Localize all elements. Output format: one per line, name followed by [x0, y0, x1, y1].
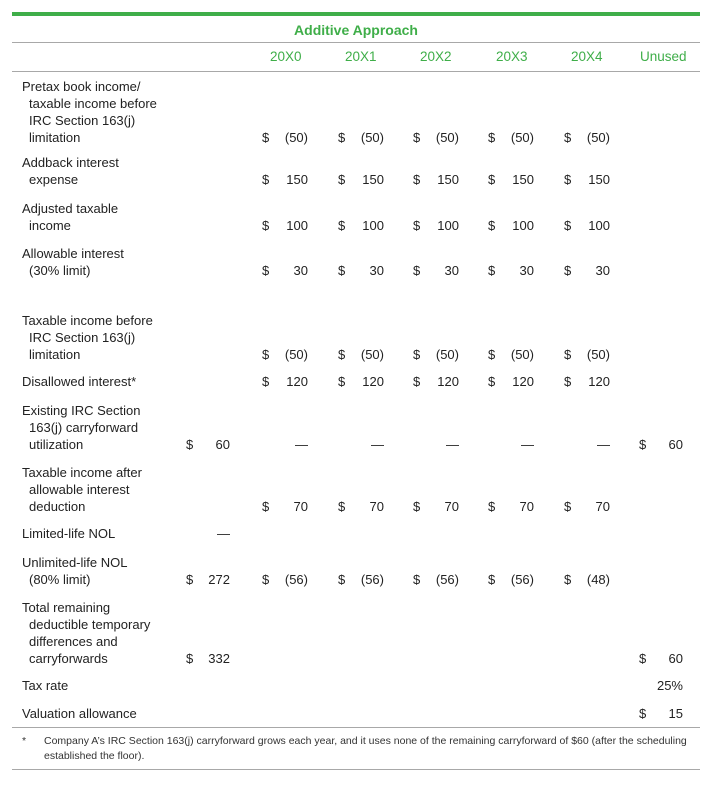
cell-y2: [413, 262, 459, 279]
row-label-line: IRC Section 163(j): [29, 113, 136, 128]
currency-sign: $: [639, 706, 647, 721]
currency-sign: $: [186, 437, 194, 452]
cell-y4: [564, 346, 610, 363]
currency-sign: $: [413, 374, 421, 389]
row-label-line: Adjusted taxable: [22, 201, 119, 216]
cell-y2: [413, 436, 459, 453]
cell-y3: [488, 373, 534, 390]
currency-sign: $: [186, 651, 194, 666]
currency-sign: $: [413, 347, 421, 362]
row-label-line: limitation: [29, 347, 81, 362]
cell-value: (50): [510, 130, 534, 145]
cell-value: 25%: [656, 678, 683, 693]
cell-value: (50): [360, 130, 384, 145]
cell-value: (56): [284, 572, 308, 587]
column-header-year-1: 20X1: [345, 49, 377, 64]
row-label-line: allowable interest: [29, 482, 130, 497]
cell-y0: [262, 498, 308, 515]
footnote-divider: [12, 727, 700, 728]
table-top-rule: [12, 12, 700, 16]
currency-sign: $: [262, 499, 270, 514]
row-label: [22, 154, 182, 188]
row-label-line: deductible temporary: [29, 617, 151, 632]
currency-sign: $: [262, 572, 270, 587]
row-label-line: expense: [29, 172, 79, 187]
currency-sign: $: [564, 572, 572, 587]
row-label-line: Total remaining: [22, 600, 111, 615]
cell-y3: [488, 217, 534, 234]
cell-value: 100: [362, 218, 384, 233]
cell-value: 70: [595, 499, 610, 514]
currency-sign: $: [338, 499, 346, 514]
row-label-line: limitation: [29, 130, 81, 145]
cell-y3: [488, 262, 534, 279]
cell-y0: [262, 262, 308, 279]
row-label-line: Valuation allowance: [22, 706, 137, 721]
row-label-line: Existing IRC Section: [22, 403, 141, 418]
cell-y3: [488, 129, 534, 146]
currency-sign: $: [338, 572, 346, 587]
cell-value: (48): [586, 572, 610, 587]
row-label: [22, 525, 182, 542]
cell-unused: [639, 705, 683, 722]
cell-value: (50): [360, 347, 384, 362]
currency-sign: $: [564, 130, 572, 145]
row-label: [22, 200, 182, 234]
cell-y0: [262, 571, 308, 588]
cell-y4: [564, 129, 610, 146]
cell-value: —: [521, 437, 534, 452]
currency-sign: $: [262, 130, 270, 145]
cell-y4: [564, 373, 610, 390]
currency-sign: $: [564, 347, 572, 362]
cell-value: (50): [510, 347, 534, 362]
row-label: [22, 677, 182, 694]
cell-y2: [413, 373, 459, 390]
currency-sign: $: [186, 572, 194, 587]
row-label-line: Taxable income after: [22, 465, 142, 480]
cell-y2: [413, 571, 459, 588]
currency-sign: $: [262, 347, 270, 362]
currency-sign: $: [413, 263, 421, 278]
cell-value: 70: [444, 499, 459, 514]
cell-value: 150: [286, 172, 308, 187]
cell-value: 30: [595, 263, 610, 278]
currency-sign: $: [338, 130, 346, 145]
cell-value: —: [597, 437, 610, 452]
cell-base: [186, 650, 230, 667]
row-label: [22, 245, 182, 279]
row-label-line: Addback interest: [22, 155, 119, 170]
cell-y4: [564, 571, 610, 588]
cell-y1: [338, 262, 384, 279]
cell-y1: [338, 498, 384, 515]
currency-sign: $: [413, 130, 421, 145]
row-label-line: (80% limit): [29, 572, 91, 587]
cell-y0: [262, 171, 308, 188]
row-label-line: IRC Section 163(j): [29, 330, 136, 345]
row-label-line: income: [29, 218, 71, 233]
cell-value: 120: [512, 374, 534, 389]
cell-value: 150: [362, 172, 384, 187]
cell-value: (50): [284, 347, 308, 362]
cell-y2: [413, 346, 459, 363]
row-label: [22, 554, 182, 588]
header-divider: [12, 71, 700, 72]
currency-sign: $: [488, 130, 496, 145]
column-header-year-0: 20X0: [270, 49, 302, 64]
cell-value: 100: [437, 218, 459, 233]
cell-value: —: [371, 437, 384, 452]
cell-y0: [262, 436, 308, 453]
row-label-line: differences and: [29, 634, 118, 649]
column-header-year-3: 20X3: [496, 49, 528, 64]
cell-value: 100: [588, 218, 610, 233]
cell-value: 100: [512, 218, 534, 233]
cell-y1: [338, 436, 384, 453]
currency-sign: $: [413, 572, 421, 587]
currency-sign: $: [488, 499, 496, 514]
cell-value: 100: [286, 218, 308, 233]
row-label: [22, 312, 182, 363]
cell-value: 120: [588, 374, 610, 389]
cell-value: 120: [362, 374, 384, 389]
cell-value: 30: [519, 263, 534, 278]
currency-sign: $: [488, 218, 496, 233]
cell-unused: [639, 436, 683, 453]
currency-sign: $: [639, 437, 647, 452]
cell-unused: [639, 677, 683, 694]
cell-y0: [262, 217, 308, 234]
cell-y1: [338, 373, 384, 390]
row-label: [22, 464, 182, 515]
cell-y4: [564, 217, 610, 234]
cell-y3: [488, 436, 534, 453]
cell-y1: [338, 346, 384, 363]
cell-y0: [262, 129, 308, 146]
row-label: [22, 705, 182, 722]
currency-sign: $: [488, 572, 496, 587]
currency-sign: $: [413, 218, 421, 233]
currency-sign: $: [564, 172, 572, 187]
cell-y2: [413, 217, 459, 234]
row-label-line: (30% limit): [29, 263, 91, 278]
cell-y4: [564, 262, 610, 279]
cell-value: 70: [519, 499, 534, 514]
cell-y2: [413, 498, 459, 515]
cell-value: 70: [369, 499, 384, 514]
currency-sign: $: [564, 263, 572, 278]
cell-base: [186, 571, 230, 588]
currency-sign: $: [262, 374, 270, 389]
cell-value: (56): [435, 572, 459, 587]
column-header-year-2: 20X2: [420, 49, 452, 64]
row-label-line: 163(j) carryforward: [29, 420, 139, 435]
cell-value: (50): [586, 347, 610, 362]
currency-sign: $: [338, 374, 346, 389]
row-label-line: Limited-life NOL: [22, 526, 116, 541]
cell-y3: [488, 571, 534, 588]
cell-value: (50): [284, 130, 308, 145]
cell-y4: [564, 171, 610, 188]
footnote-text: Company A’s IRC Section 163(j) carryforward grows each year, and it uses none of the remaining carryforward of $60 (after the scheduling established the floor).: [44, 735, 687, 762]
cell-value: —: [295, 437, 308, 452]
cell-value: 120: [437, 374, 459, 389]
title-divider: [12, 42, 700, 43]
cell-y1: [338, 571, 384, 588]
currency-sign: $: [639, 651, 647, 666]
cell-value: 70: [293, 499, 308, 514]
cell-y3: [488, 346, 534, 363]
cell-value: —: [446, 437, 459, 452]
cell-y3: [488, 171, 534, 188]
cell-value: (56): [360, 572, 384, 587]
cell-value: 30: [369, 263, 384, 278]
currency-sign: $: [564, 218, 572, 233]
cell-y2: [413, 129, 459, 146]
cell-value: 60: [215, 437, 230, 452]
row-label-line: carryforwards: [29, 651, 108, 666]
row-label-line: Tax rate: [22, 678, 69, 693]
cell-value: (56): [510, 572, 534, 587]
table-bottom-rule: [12, 769, 700, 770]
cell-value: 272: [208, 572, 230, 587]
cell-y4: [564, 436, 610, 453]
currency-sign: $: [262, 218, 270, 233]
currency-sign: $: [488, 172, 496, 187]
cell-y3: [488, 498, 534, 515]
currency-sign: $: [413, 172, 421, 187]
currency-sign: $: [564, 374, 572, 389]
cell-y1: [338, 129, 384, 146]
column-header-unused: Unused: [640, 49, 687, 64]
row-label-line: Disallowed interest*: [22, 374, 137, 389]
cell-unused: [639, 650, 683, 667]
row-label-line: taxable income before: [29, 96, 157, 111]
currency-sign: $: [564, 499, 572, 514]
cell-value: 150: [437, 172, 459, 187]
currency-sign: $: [338, 263, 346, 278]
cell-y4: [564, 498, 610, 515]
cell-value: 60: [668, 437, 683, 452]
currency-sign: $: [488, 347, 496, 362]
cell-value: (50): [435, 347, 459, 362]
cell-y0: [262, 346, 308, 363]
row-label-line: Allowable interest: [22, 246, 124, 261]
table-title: Additive Approach: [294, 22, 418, 38]
currency-sign: $: [488, 374, 496, 389]
currency-sign: $: [338, 218, 346, 233]
cell-y1: [338, 171, 384, 188]
cell-value: 120: [286, 374, 308, 389]
cell-value: (50): [435, 130, 459, 145]
cell-value: 150: [512, 172, 534, 187]
row-label-line: deduction: [29, 499, 86, 514]
row-label: [22, 402, 182, 453]
row-label: [22, 599, 182, 667]
row-label-line: Pretax book income/: [22, 79, 141, 94]
cell-value: 30: [293, 263, 308, 278]
cell-base: [186, 436, 230, 453]
row-label-line: Taxable income before: [22, 313, 153, 328]
currency-sign: $: [338, 172, 346, 187]
cell-value: —: [217, 526, 230, 541]
cell-y1: [338, 217, 384, 234]
currency-sign: $: [338, 347, 346, 362]
cell-value: 150: [588, 172, 610, 187]
currency-sign: $: [488, 263, 496, 278]
cell-value: 332: [208, 651, 230, 666]
cell-y2: [413, 171, 459, 188]
currency-sign: $: [262, 263, 270, 278]
cell-value: 30: [444, 263, 459, 278]
cell-value: 60: [668, 651, 683, 666]
row-label: [22, 373, 182, 390]
cell-base: [186, 525, 230, 542]
row-label-line: utilization: [29, 437, 84, 452]
row-label-line: Unlimited-life NOL: [22, 555, 128, 570]
currency-sign: $: [262, 172, 270, 187]
column-header-year-4: 20X4: [571, 49, 603, 64]
currency-sign: $: [413, 499, 421, 514]
cell-y0: [262, 373, 308, 390]
cell-value: (50): [586, 130, 610, 145]
footnote-marker: *: [22, 735, 27, 747]
cell-value: 15: [668, 706, 683, 721]
row-label: [22, 78, 182, 146]
